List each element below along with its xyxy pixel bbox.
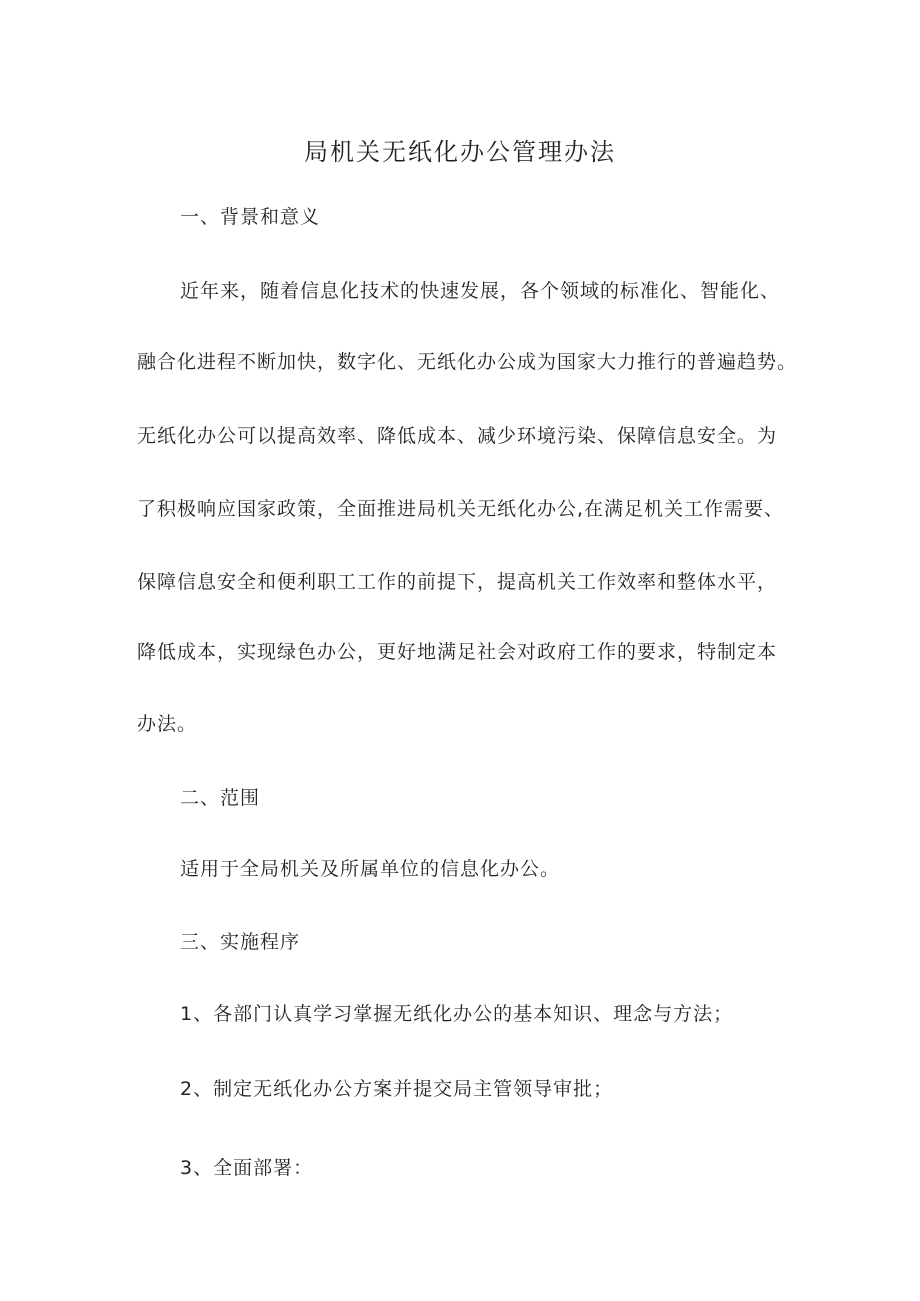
paragraph-line: 适用于全局机关及所属单位的信息化办公。 (180, 858, 561, 880)
paragraph-line: 办法。 (137, 713, 198, 735)
list-item: 3、全面部署： (180, 1157, 314, 1179)
paragraph-line: 近年来，随着信息化技术的快速发展，各个领域的标准化、智能化、 (180, 280, 781, 302)
document-title: 局机关无纸化办公管理办法 (304, 138, 616, 166)
paragraph-line: 降低成本，实现绿色办公，更好地满足社会对政府工作的要求，特制定本 (137, 641, 778, 663)
section-heading-background: 一、背景和意义 (180, 206, 321, 228)
paragraph-line: 了积极响应国家政策，全面推进局机关无纸化办公,在满足机关工作需要、 (137, 498, 785, 520)
section-heading-procedure: 三、实施程序 (180, 931, 301, 953)
paragraph-line: 融合化进程不断加快，数字化、无纸化办公成为国家大力推行的普遍趋势。 (137, 351, 798, 373)
paragraph-line: 保障信息安全和便利职工工作的前提下，提高机关工作效率和整体水平， (137, 571, 778, 593)
section-heading-scope: 二、范围 (180, 787, 261, 809)
paragraph-line: 无纸化办公可以提高效率、降低成本、减少环境污染、保障信息安全。为 (137, 425, 778, 447)
list-item: 2、制定无纸化办公方案并提交局主管领导审批； (180, 1078, 614, 1100)
list-item: 1、各部门认真学习掌握无纸化办公的基本知识、理念与方法； (180, 1003, 734, 1025)
